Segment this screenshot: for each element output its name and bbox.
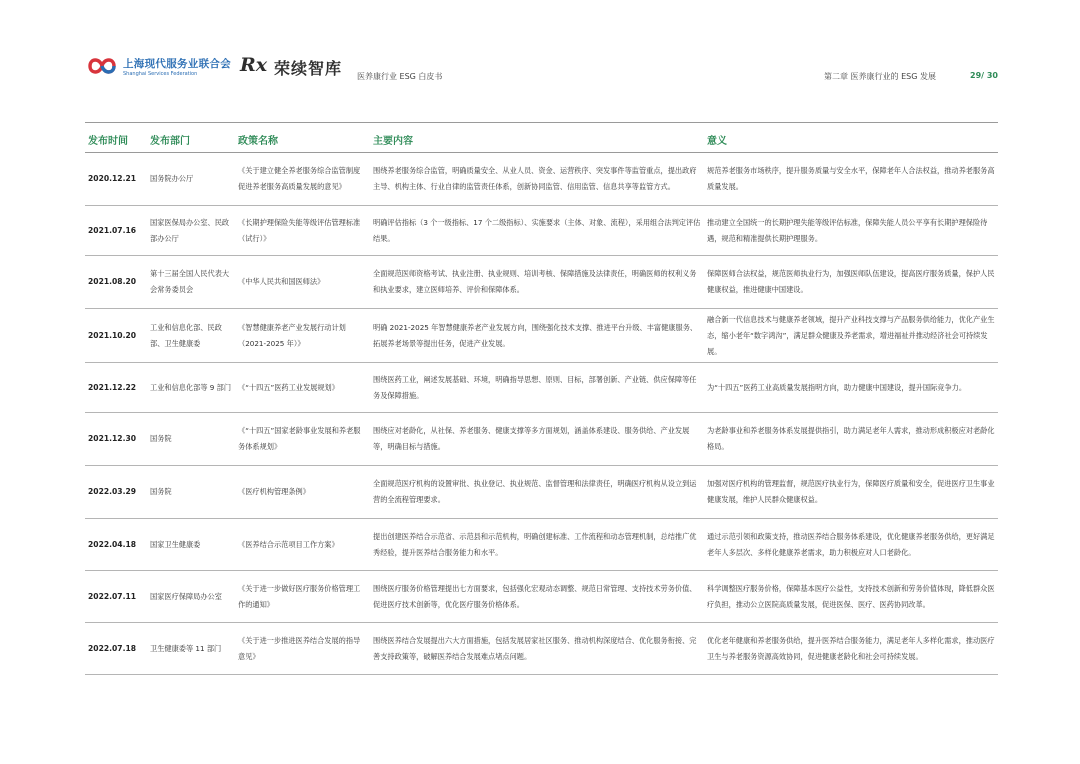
row-meaning-cell [707, 363, 997, 412]
column-header-date: 发布时间 [88, 136, 128, 147]
row-dept-cell [150, 466, 232, 518]
row-policy: 《医养结合示范项目工作方案》 [238, 539, 339, 549]
column-header-content: 主要内容 [373, 136, 413, 147]
row-policy: 《长期护理保险失能等级评估管理标准（试行）》 [238, 217, 361, 243]
row-dept: 国家医疗保障局办公室 [150, 591, 222, 601]
row-policy: 《中华人民共和国医师法》 [238, 277, 325, 286]
row-date-cell [88, 623, 148, 674]
table-row [85, 519, 998, 571]
row-policy-cell [238, 206, 366, 255]
row-content: 围绕应对老龄化，从社保、养老服务、健康支撑等多方面规划，涵盖体系建设、服务供给、产业发展等，明确目标与措施。 [373, 426, 690, 451]
document-title: 医养康行业 ESG 白皮书 [357, 72, 443, 81]
header-divider [85, 122, 998, 123]
row-policy-cell [238, 571, 366, 622]
row-policy-cell [238, 309, 366, 362]
row-date-cell [88, 571, 148, 622]
table-body [85, 153, 998, 675]
row-dept-cell [150, 206, 232, 255]
table-row [85, 153, 998, 206]
column-header-meaning: 意义 [707, 136, 727, 147]
row-date: 2022.03.29 [88, 487, 137, 496]
row-date-cell [88, 206, 148, 255]
row-dept-cell [150, 571, 232, 622]
row-policy: 《关于建立健全养老服务综合监管制度促进养老服务高质量发展的意见》 [238, 166, 361, 191]
row-date-cell [88, 363, 148, 412]
brand-mark: Rx [240, 54, 268, 76]
row-content: 全面规范医师资格考试、执业注册、执业规则、培训考核、保障措施及法律责任，明确医师的权利义务和执业要求，建立医师培养、评价和保障体系。 [373, 269, 697, 294]
row-date-cell [88, 256, 148, 308]
row-meaning-cell [707, 571, 997, 622]
row-content: 明确 2021-2025 年智慧健康养老产业发展方向，围绕强化技术支撑、推进平台升级、丰富健康服务、拓展养老场景等提出任务，促进产业发展。 [373, 322, 698, 348]
row-policy-cell [238, 623, 366, 674]
table-row [85, 309, 998, 363]
table-row [85, 413, 998, 466]
row-meaning: 规范养老服务市场秩序，提升服务质量与安全水平，保障老年人合法权益，推动养老服务高质量发展。 [707, 166, 995, 191]
row-policy-cell [238, 466, 366, 518]
row-date: 2022.04.18 [88, 539, 137, 549]
row-policy-cell [238, 363, 366, 412]
column-header-dept: 发布部门 [150, 136, 190, 147]
row-content-cell [373, 309, 701, 362]
row-meaning: 加强对医疗机构的管理监督，规范医疗执业行为，保障医疗质量和安全，促进医疗卫生事业健康发展，维护人民群众健康权益。 [707, 479, 995, 504]
row-content-cell [373, 571, 701, 622]
row-date-cell [88, 153, 148, 205]
row-content: 全面规范医疗机构的设置审批、执业登记、执业规范、监督管理和法律责任，明确医疗机构从设立到运营的全流程管理要求。 [373, 479, 697, 504]
row-date: 2021.08.20 [88, 277, 137, 286]
table-row [85, 206, 998, 256]
row-dept-cell [150, 309, 232, 362]
row-meaning-cell [707, 256, 997, 308]
row-content-cell [373, 466, 701, 518]
row-meaning-cell [707, 519, 997, 570]
row-date: 2021.12.22 [88, 382, 137, 392]
row-content: 围绕医养结合发展提出六大方面措施，包括发展居家社区服务、推动机构深度结合、优化服务衔接、完善支持政策等，破解医养结合发展难点堵点问题。 [373, 635, 697, 661]
table-row [85, 256, 998, 309]
table-row [85, 363, 998, 413]
row-date: 2021.12.30 [88, 434, 137, 443]
row-dept-cell [150, 413, 232, 465]
page-header [0, 0, 1080, 95]
row-content-cell [373, 206, 701, 255]
row-content-cell [373, 153, 701, 205]
row-policy: 《“十四五”国家老龄事业发展和养老服务体系规划》 [238, 426, 361, 451]
row-date-cell [88, 413, 148, 465]
brand-name: 荣续智库 [274, 59, 343, 78]
row-content-cell [373, 413, 701, 465]
table-header [85, 124, 998, 153]
row-meaning: 通过示范引领和政策支持，推动医养结合服务体系建设，优化健康养老服务供给，更好满足老年人多层次、多样化健康养老需求，助力积极应对人口老龄化。 [707, 531, 995, 557]
row-meaning-cell [707, 466, 997, 518]
row-policy-cell [238, 256, 366, 308]
row-content-cell [373, 623, 701, 674]
row-date-cell [88, 309, 148, 362]
row-dept: 工业和信息化部、民政部、卫生健康委 [150, 322, 222, 348]
row-policy: 《医疗机构管理条例》 [238, 487, 310, 496]
federation-logo-icon [86, 54, 118, 78]
chapter-title: 第二章 医养康行业的 ESG 发展 [824, 72, 936, 81]
row-date: 2022.07.11 [88, 591, 137, 601]
row-dept: 卫生健康委等 11 部门 [150, 643, 222, 653]
row-content: 围绕养老服务综合监管，明确质量安全、从业人员、资金、运营秩序、突发事件等监管重点，提出政府主导、机构主体、行业自律的监管责任体系，创新协同监管、信用监管、信息共享等监管方式。 [373, 166, 697, 191]
federation-logo [86, 54, 256, 80]
org-name-cn: 上海现代服务业联合会 [123, 58, 231, 70]
page-number: 29/ 30 [970, 71, 998, 80]
row-policy: 《智慧健康养老产业发展行动计划（2021-2025 年）》 [238, 322, 346, 348]
row-policy: 《关于进一步做好医疗服务价格管理工作的通知》 [238, 583, 361, 609]
row-dept: 国务院 [150, 434, 172, 443]
row-date: 2022.07.18 [88, 643, 137, 653]
policy-table [85, 124, 998, 675]
row-dept: 国务院 [150, 487, 172, 496]
row-dept: 工业和信息化部等 9 部门 [150, 382, 232, 392]
row-content: 围绕医药工业，阐述发展基础、环境，明确指导思想、原则、目标，部署创新、产业链、供应保障等任务及保障措施。 [373, 374, 697, 400]
row-meaning: 为老龄事业和养老服务体系发展提供指引，助力满足老年人需求，推动形成积极应对老龄化格局。 [707, 426, 995, 451]
row-meaning: 融合新一代信息技术与健康养老领域，提升产业科技支撑与产品服务供给能力，优化产业生态，缩小老年“数字鸿沟”，满足群众健康及养老需求，增进福祉并推动经济社会可持续发展。 [707, 314, 995, 356]
row-date: 2020.12.21 [88, 174, 137, 183]
row-content-cell [373, 256, 701, 308]
row-dept-cell [150, 363, 232, 412]
row-meaning-cell [707, 206, 997, 255]
row-policy-cell [238, 519, 366, 570]
row-date: 2021.10.20 [88, 330, 137, 340]
row-date-cell [88, 466, 148, 518]
row-meaning: 优化老年健康和养老服务供给，提升医养结合服务能力，满足老年人多样化需求，推动医疗卫生与养老服务资源高效协同，促进健康老龄化和社会可持续发展。 [707, 635, 995, 661]
row-dept-cell [150, 623, 232, 674]
row-date: 2021.07.16 [88, 225, 137, 235]
row-policy-cell [238, 413, 366, 465]
row-meaning-cell [707, 623, 997, 674]
row-policy-cell [238, 153, 366, 205]
row-content-cell [373, 519, 701, 570]
table-row [85, 571, 998, 623]
row-policy: 《关于进一步推进医养结合发展的指导意见》 [238, 635, 361, 661]
row-content: 围绕医疗服务价格管理提出七方面要求，包括强化宏观动态调整、规范日常管理、支持技术劳务价值、促进医疗技术创新等，优化医疗服务价格体系。 [373, 583, 697, 609]
table-row [85, 466, 998, 519]
row-dept: 第十三届全国人民代表大会常务委员会 [150, 269, 230, 294]
row-dept: 国家医保局办公室、民政部办公厅 [150, 217, 230, 243]
row-dept-cell [150, 153, 232, 205]
row-content: 明确评估指标（3 个一级指标、17 个二级指标）、实施要求（主体、对象、流程），采用组合法判定评估结果。 [373, 217, 701, 243]
row-policy: 《“十四五”医药工业发展规划》 [238, 382, 339, 392]
row-content-cell [373, 363, 701, 412]
row-dept-cell [150, 256, 232, 308]
row-content: 提出创建医养结合示范省、示范县和示范机构，明确创建标准、工作流程和动态管理机制，总结推广优秀经验，提升医养结合服务能力和水平。 [373, 531, 697, 557]
row-meaning: 推动建立全国统一的长期护理失能等级评估标准，保障失能人员公平享有长期护理保险待遇，规范和精准提供长期护理服务。 [707, 217, 988, 243]
row-meaning: 保障医师合法权益，规范医师执业行为，加强医师队伍建设，提高医疗服务质量，保护人民健康权益，推进健康中国建设。 [707, 269, 995, 294]
row-dept: 国务院办公厅 [150, 174, 194, 183]
row-date-cell [88, 519, 148, 570]
row-meaning: 为“十四五”医药工业高质量发展指明方向，助力健康中国建设，提升国际竞争力。 [707, 382, 967, 392]
table-row [85, 623, 998, 675]
row-meaning-cell [707, 413, 997, 465]
row-dept: 国家卫生健康委 [150, 539, 201, 549]
row-dept-cell [150, 519, 232, 570]
row-meaning-cell [707, 309, 997, 362]
row-meaning: 科学调整医疗服务价格，保障基本医疗公益性，支持技术创新和劳务价值体现，降低群众医疗负担，推动公立医院高质量发展，促进医保、医疗、医药协同改革。 [707, 583, 995, 609]
row-meaning-cell [707, 153, 997, 205]
org-name-en: Shanghai Services Federation [123, 71, 198, 77]
column-header-policy: 政策名称 [238, 136, 278, 147]
